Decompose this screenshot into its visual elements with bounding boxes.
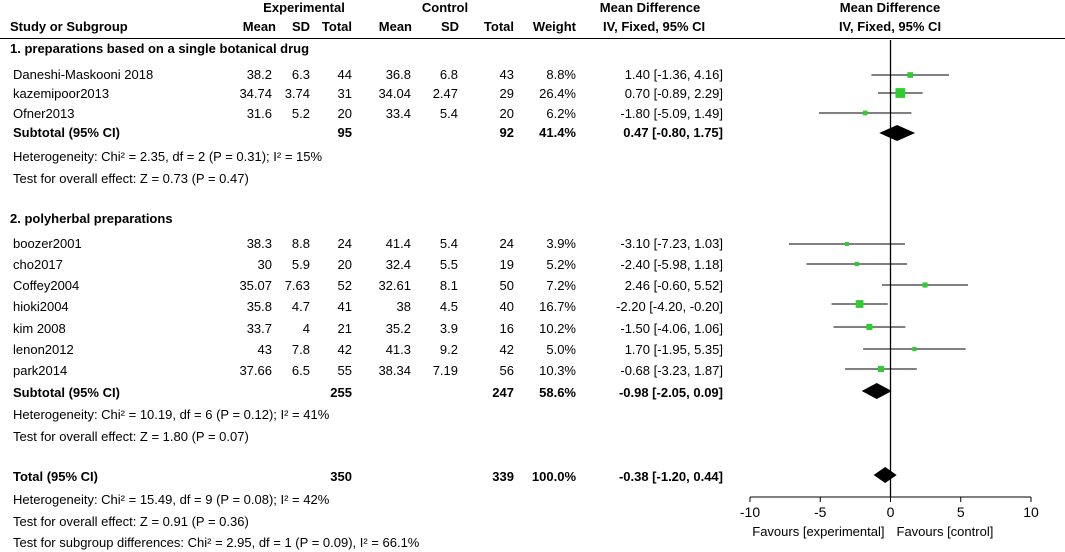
c-sd: 5.4 [439,236,458,251]
e-total: 44 [337,67,352,82]
c-total-header: Total [483,19,514,34]
e-total: 21 [337,321,352,336]
c-total: 29 [499,86,514,101]
e-sd: 6.3 [291,67,310,82]
plot-mean-difference-header: Mean Difference [839,0,941,15]
x-tick-label: -10 [739,504,761,520]
total-overall-effect-text: Test for overall effect: Z = 0.91 (P = 0.36) [13,514,249,529]
c-sd: 6.8 [439,67,458,82]
c-sd: 8.1 [439,278,458,293]
e-total: 31 [337,86,352,101]
e-mean: 37.66 [239,363,272,378]
x-tick-label: 5 [956,504,965,520]
study-name: boozer2001 [13,236,82,251]
effect-marker [866,324,872,330]
c-total: 92 [499,125,514,140]
e-sd: 8.8 [291,236,310,251]
ci-value: -2.40 [-5.98, 1.18] [620,257,723,272]
weight-header: Weight [532,19,576,34]
c-total: 56 [499,363,514,378]
e-mean-header: Mean [242,19,276,34]
x-tick-label: -5 [814,504,827,520]
c-sd: 4.5 [439,299,458,314]
subtotal-label: Subtotal (95% CI) [13,125,120,140]
effect-marker [855,262,859,266]
effect-marker [923,282,928,287]
weight: 10.3% [539,363,576,378]
study-column-header: Study or Subgroup [10,19,128,34]
c-total: 247 [492,385,514,400]
e-mean: 43 [257,342,272,357]
c-sd: 5.5 [439,257,458,272]
effect-marker [907,72,913,78]
effect-marker [845,242,849,246]
e-total-header: Total [321,19,352,34]
effect-marker [856,300,864,308]
e-sd: 3.74 [284,86,310,101]
c-total: 40 [499,299,514,314]
c-total: 50 [499,278,514,293]
ci-value: 1.70 [-1.95, 5.35] [624,342,723,357]
subtotal-label: Subtotal (95% CI) [13,385,120,400]
c-mean: 35.2 [385,321,411,336]
ci-value: -1.50 [-4.06, 1.06] [620,321,723,336]
c-sd: 2.47 [432,86,458,101]
weight: 5.2% [546,257,576,272]
c-sd-header: SD [440,19,459,34]
study-name: Daneshi-Maskooni 2018 [13,67,154,82]
overall-effect-text: Test for overall effect: Z = 0.73 (P = 0.47) [13,171,249,186]
c-mean: 32.4 [385,257,411,272]
e-mean: 31.6 [246,106,272,121]
x-tick-label: 0 [886,504,895,520]
c-mean: 32.61 [378,278,411,293]
pooled-diamond [879,125,915,141]
weight: 10.2% [539,321,576,336]
ci-value: 0.70 [-0.89, 2.29] [624,86,723,101]
ci-value: -2.20 [-4.20, -0.20] [616,299,723,314]
c-total: 339 [492,469,514,484]
e-total: 20 [337,257,352,272]
experimental-header: Experimental [263,0,345,15]
heterogeneity-text: Heterogeneity: Chi² = 2.35, df = 2 (P = 0.31); I² = 15% [13,149,323,164]
favours-control-label: Favours [control] [896,524,994,539]
c-total: 19 [499,257,514,272]
c-sd: 7.19 [432,363,458,378]
c-mean: 36.8 [385,67,411,82]
e-total: 52 [337,278,352,293]
plot-method-header: IV, Fixed, 95% CI [838,19,942,34]
e-total: 20 [337,106,352,121]
ci-value: 0.47 [-0.80, 1.75] [623,125,723,140]
mean-difference-header: Mean Difference [599,0,701,15]
c-sd: 5.4 [439,106,458,121]
total-heterogeneity-text: Heterogeneity: Chi² = 15.49, df = 9 (P = 0.08); I² = 42% [13,492,330,507]
weight: 7.2% [546,278,576,293]
favours-experimental-label: Favours [experimental] [752,524,885,539]
weight: 8.8% [546,67,576,82]
pooled-diamond [862,383,892,399]
control-header: Control [421,0,469,15]
c-mean: 34.04 [378,86,411,101]
e-mean: 30 [257,257,272,272]
study-name: lenon2012 [13,342,74,357]
weight: 58.6% [539,385,576,400]
subgroup-1-title: 1. preparations based on a single botanical drug [10,41,310,56]
e-sd: 5.9 [291,257,310,272]
c-mean-header: Mean [378,19,412,34]
study-name: Ofner2013 [13,106,75,121]
e-total: 42 [337,342,352,357]
effect-marker [912,347,916,351]
c-mean: 38 [396,299,411,314]
e-total: 55 [337,363,352,378]
weight: 3.9% [546,236,576,251]
e-total: 24 [337,236,352,251]
e-total: 41 [337,299,352,314]
effect-marker [863,111,868,116]
ci-value: -0.68 [-3.23, 1.87] [620,363,723,378]
ci-value: 1.40 [-1.36, 4.16] [624,67,723,82]
weight: 100.0% [531,469,576,484]
c-total: 24 [499,236,514,251]
subgroup-differences-text: Test for subgroup differences: Chi² = 2.95, df = 1 (P = 0.09), I² = 66.1% [13,535,420,550]
weight: 5.0% [546,342,576,357]
overall-effect-text: Test for overall effect: Z = 1.80 (P = 0.07) [13,429,249,444]
c-total: 16 [499,321,514,336]
study-name: kim 2008 [13,321,66,336]
total-label: Total (95% CI) [13,469,98,484]
subgroup-2-title: 2. polyherbal preparations [10,211,173,226]
e-mean: 34.74 [239,86,272,101]
weight: 16.7% [539,299,576,314]
ci-value: -3.10 [-7.23, 1.03] [620,236,723,251]
e-sd-header: SD [291,19,310,34]
e-mean: 35.8 [246,299,272,314]
ci-value: -0.98 [-2.05, 0.09] [618,385,723,400]
e-sd: 4.7 [291,299,310,314]
pooled-diamond [874,467,897,483]
weight: 6.2% [546,106,576,121]
c-total: 42 [499,342,514,357]
weight: 41.4% [539,125,576,140]
e-total: 95 [337,125,352,140]
e-mean: 35.07 [239,278,272,293]
c-mean: 41.3 [385,342,411,357]
study-name: kazemipoor2013 [13,86,110,101]
study-name: hioki2004 [13,299,69,314]
e-total: 255 [330,385,352,400]
e-sd: 7.63 [284,278,310,293]
c-mean: 38.34 [378,363,411,378]
e-total: 350 [330,469,352,484]
ci-value: -0.38 [-1.20, 0.44] [618,469,723,484]
e-mean: 38.2 [246,67,272,82]
study-name: cho2017 [13,257,63,272]
e-sd: 5.2 [291,106,310,121]
ci-value: 2.46 [-0.60, 5.52] [624,278,723,293]
x-tick-label: 10 [1023,504,1039,520]
e-sd: 4 [302,321,310,336]
e-mean: 33.7 [246,321,272,336]
study-name: park2014 [13,363,68,378]
c-mean: 33.4 [385,106,411,121]
c-total: 43 [499,67,514,82]
heterogeneity-text: Heterogeneity: Chi² = 10.19, df = 6 (P = 0.12); I² = 41% [13,407,330,422]
effect-marker [895,88,905,98]
c-total: 20 [499,106,514,121]
weight: 26.4% [539,86,576,101]
e-mean: 38.3 [246,236,272,251]
study-name: Coffey2004 [13,278,80,293]
method-header: IV, Fixed, 95% CI [603,19,706,34]
c-sd: 3.9 [439,321,458,336]
effect-marker [878,366,884,372]
e-sd: 6.5 [291,363,310,378]
ci-value: -1.80 [-5.09, 1.49] [620,106,723,121]
c-sd: 9.2 [439,342,458,357]
c-mean: 41.4 [385,236,411,251]
e-sd: 7.8 [291,342,310,357]
